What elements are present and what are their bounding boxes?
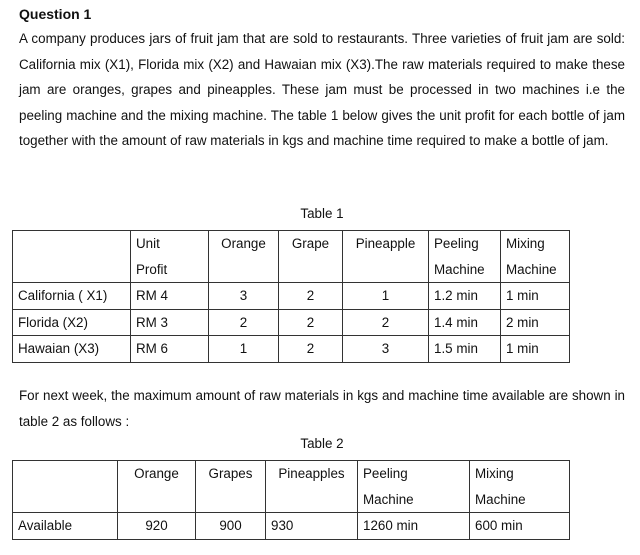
table2-header-orange-2 (118, 487, 196, 513)
table1-caption: Table 1 (300, 206, 344, 221)
table1-row-orange: 1 (209, 336, 279, 363)
table-row (13, 283, 570, 310)
table2-header-row (13, 461, 570, 487)
table1-row-name: Florida (X2) (13, 309, 131, 336)
table2-header-peeling-machine: Machine (358, 487, 470, 513)
table2-row-orange: 920 (118, 513, 196, 540)
table1-row-mixing: 2 min (501, 309, 570, 336)
next-week-paragraph: For next week, the maximum amount of raw materials in kgs and machine time available are shown in table 2 as follows : (19, 388, 625, 429)
table1-header-mixing: Mixing (501, 231, 570, 257)
table1-row-pineapple: 1 (343, 283, 429, 310)
table-row (13, 309, 570, 336)
table2-header-mixing-machine: Machine (470, 487, 570, 513)
table-row (13, 513, 570, 540)
table1-header-peeling-machine: Machine (429, 257, 501, 283)
intro-paragraph: A company produces jars of fruit jam that are sold to restaurants. Three varieties of fruit jam are sold: California mix (X1), Florida mix (X2) and Hawaian mix (X3).The raw materials required to make these jam are oranges, grapes and pineapples. These jam must be processed in two machines i.e the peeling machine and the mixing machine. The table 1 below gives the unit profit for each bottle of jam together with the amount of raw materials in kgs and machine time required to make a bottle of jam. (19, 31, 625, 149)
table1-row-peeling: 1.5 min (429, 336, 501, 363)
table2-row-mixing: 600 min (470, 513, 570, 540)
table2-row-grapes: 900 (196, 513, 266, 540)
table1-header-blank-2 (13, 257, 131, 283)
table2-header-pineapples-2 (266, 487, 358, 513)
table1-header-orange: Orange (209, 231, 279, 257)
table1-row-name: Hawaian (X3) (13, 336, 131, 363)
table1-row-grape: 2 (279, 336, 343, 363)
table1-header-pineapple: Pineapple (343, 231, 429, 257)
question-heading: Question 1 (19, 6, 92, 22)
table2 (12, 460, 570, 540)
table1-row-orange: 3 (209, 283, 279, 310)
table1-row-mixing: 1 min (501, 283, 570, 310)
table1-header-peeling: Peeling (429, 231, 501, 257)
table2-header-orange: Orange (118, 461, 196, 487)
table2-header-mixing: Mixing (470, 461, 570, 487)
table1-row-peeling: 1.4 min (429, 309, 501, 336)
table1-row-pineapple: 3 (343, 336, 429, 363)
table1-header-unit: Unit (131, 231, 209, 257)
table1 (12, 230, 570, 363)
table2-header-pineapples: Pineapples (266, 461, 358, 487)
table1-header-grape: Grape (279, 231, 343, 257)
table1-header-grape-2 (279, 257, 343, 283)
table1-row-peeling: 1.2 min (429, 283, 501, 310)
table2-header-grapes: Grapes (196, 461, 266, 487)
table1-row-profit: RM 4 (131, 283, 209, 310)
table1-row-profit: RM 3 (131, 309, 209, 336)
table1-header-mixing-machine: Machine (501, 257, 570, 283)
table1-header-row-2 (13, 257, 570, 283)
table1-header-pineapple-2 (343, 257, 429, 283)
table1-header-orange-2 (209, 257, 279, 283)
table1-row-name: California ( X1) (13, 283, 131, 310)
table2-header-row-2 (13, 487, 570, 513)
table1-row-orange: 2 (209, 309, 279, 336)
table1-row-profit: RM 6 (131, 336, 209, 363)
table2-header-peeling: Peeling (358, 461, 470, 487)
table1-row-grape: 2 (279, 283, 343, 310)
table1-header-profit: Profit (131, 257, 209, 283)
table2-row-label: Available (13, 513, 118, 540)
table1-row-grape: 2 (279, 309, 343, 336)
table-row (13, 336, 570, 363)
table1-header-blank (13, 231, 131, 257)
table2-row-peeling: 1260 min (358, 513, 470, 540)
table1-header-row (13, 231, 570, 257)
table2-header-blank (13, 461, 118, 487)
table2-header-blank-2 (13, 487, 118, 513)
table2-caption: Table 2 (300, 436, 344, 451)
table2-row-pineapples: 930 (266, 513, 358, 540)
table2-header-grapes-2 (196, 487, 266, 513)
table1-row-pineapple: 2 (343, 309, 429, 336)
table1-row-mixing: 1 min (501, 336, 570, 363)
